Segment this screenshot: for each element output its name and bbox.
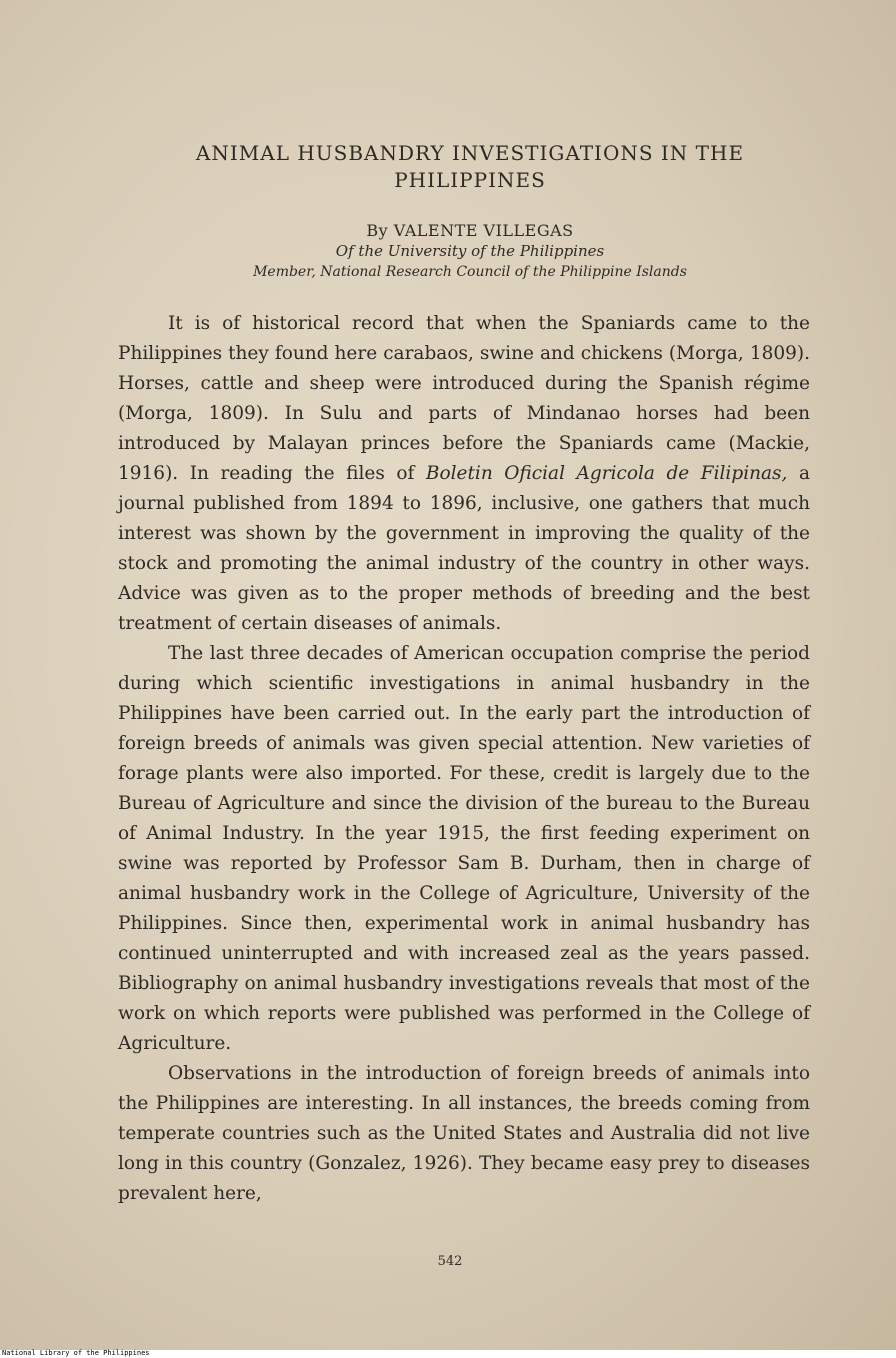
author-affiliation-1: Of the University of the Philippines xyxy=(335,242,605,260)
footer-credit: National Library of the Philippines xyxy=(2,1349,150,1357)
article-title xyxy=(120,140,820,194)
footer-bar xyxy=(0,1350,896,1358)
title-line-2: PHILIPPINES xyxy=(394,168,546,192)
paragraph-1 xyxy=(118,309,810,639)
paragraph-1-text-start: It is of historical record that when the Spaniards came to the Philippines they found here carabaos, swine and chickens (Morga, 1809). Horses, cattle and sheep were introduced during the Spanish régime (Morga, 1809). In Sulu and parts of Mindanao horses had been introduced by Malayan princes before the Spaniards came (Mackie, 1916). In reading the files of xyxy=(118,313,810,484)
paragraph-3: Observations in the introduction of foreign breeds of animals into the Philippines are interesting. In all instances, the breeds coming from temperate countries such as the United States and Australia did not live long in this country (Gonzalez, 1926). They became easy prey to diseases prevalent here, xyxy=(118,1063,810,1204)
paragraph-2: The last three decades of American occupation comprise the period during which scientific investigations in animal husbandry in the Philippines have been carried out. In the early part the introduction of foreign breeds of animals was given special attention. New varieties of forage plants were also imported. For these, credit is largely due to the Bureau of Agriculture and since the division of the bureau to the Bureau of Animal Industry. In the year 1915, the first feeding experiment on swine was reported by Professor Sam B. Durham, then in charge of animal husbandry work in the College of Agriculture, University of the Philippines. Since then, experimental work in animal husbandry has continued uninterrupted and with increased zeal as the years passed. Bibliography on animal husbandry investigations reveals that most of the work on which reports were published was performed in the College of Agriculture. xyxy=(118,643,810,1054)
byline xyxy=(120,220,820,283)
author-affiliation-2: Member, National Research Council of the Philippine Islands xyxy=(253,264,687,280)
author-name: By VALENTE VILLEGAS xyxy=(366,221,574,240)
title-line-1: ANIMAL HUSBANDRY INVESTIGATIONS IN THE xyxy=(195,141,745,165)
page-number: 542 xyxy=(437,1254,463,1269)
paragraph-1-text-end: a journal published from 1894 to 1896, inclusive, one gathers that much interest was shown by the government in improving the quality of the stock and promoting the animal industry of the country in other ways. Advice was given as to the proper methods of breeding and the best treatment of certain diseases of animals. xyxy=(118,463,810,634)
journal-title-italic: Boletin Oficial Agricola de Filipinas, xyxy=(425,463,788,484)
article-body xyxy=(118,309,810,1209)
